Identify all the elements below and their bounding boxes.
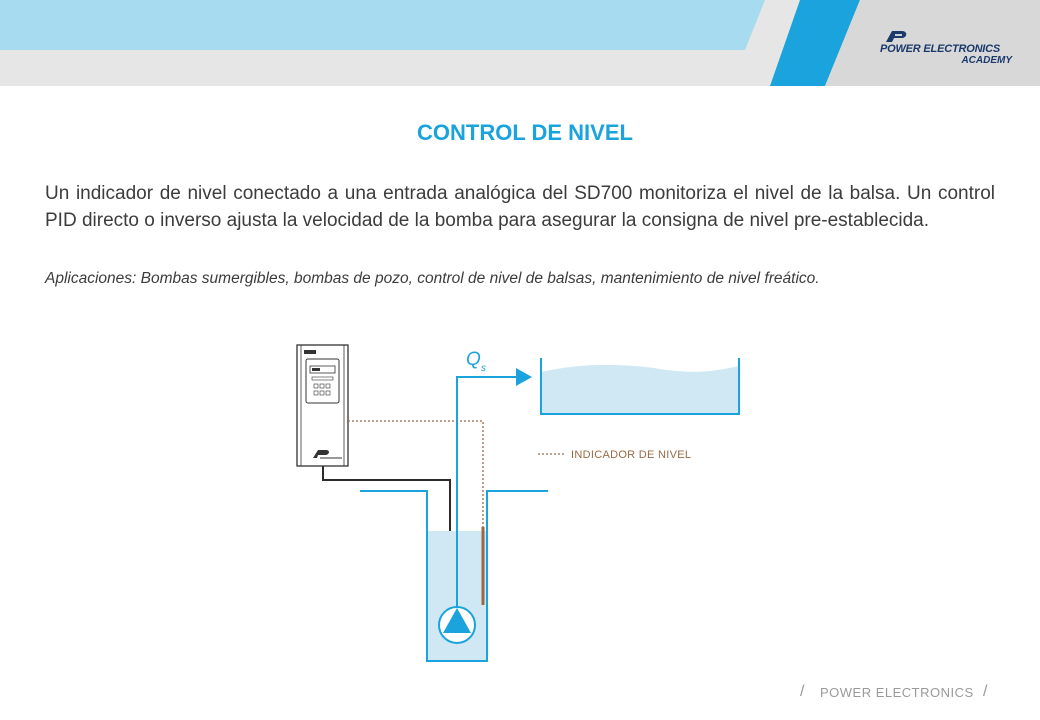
logo-subtext: ACADEMY [961,55,1012,66]
drive-sd700 [297,345,348,466]
applications-text: Aplicaciones: Bombas sumergibles, bombas de pozo, control de nivel de balsas, mantenimiento de nivel freático. [45,270,820,287]
footer-slash-icon: / [800,683,805,700]
footer-text: POWER ELECTRONICS [820,685,974,700]
flow-arrow-icon [516,368,532,386]
slide-title: CONTROL DE NIVEL [417,120,633,145]
footer-brand [800,683,1000,703]
logo-text: POWER ELECTRONICS [880,43,1001,55]
description-text: Un indicador de nivel conectado a una entrada analógica del SD700 monitoriza el nivel de la balsa. Un control PID directo o inverso ajusta la velocidad de la bomba para asegurar la consigna de nivel pre-establecida. [45,183,995,231]
pump-icon [439,607,475,643]
footer-slash-icon: / [983,683,988,700]
level-signal-line [348,421,483,527]
legend-label: INDICADOR DE NIVEL [571,449,692,461]
flow-subscript: s [481,363,486,374]
reservoir [541,358,739,414]
reservoir-water [541,365,739,414]
flow-label: Q [466,349,481,370]
